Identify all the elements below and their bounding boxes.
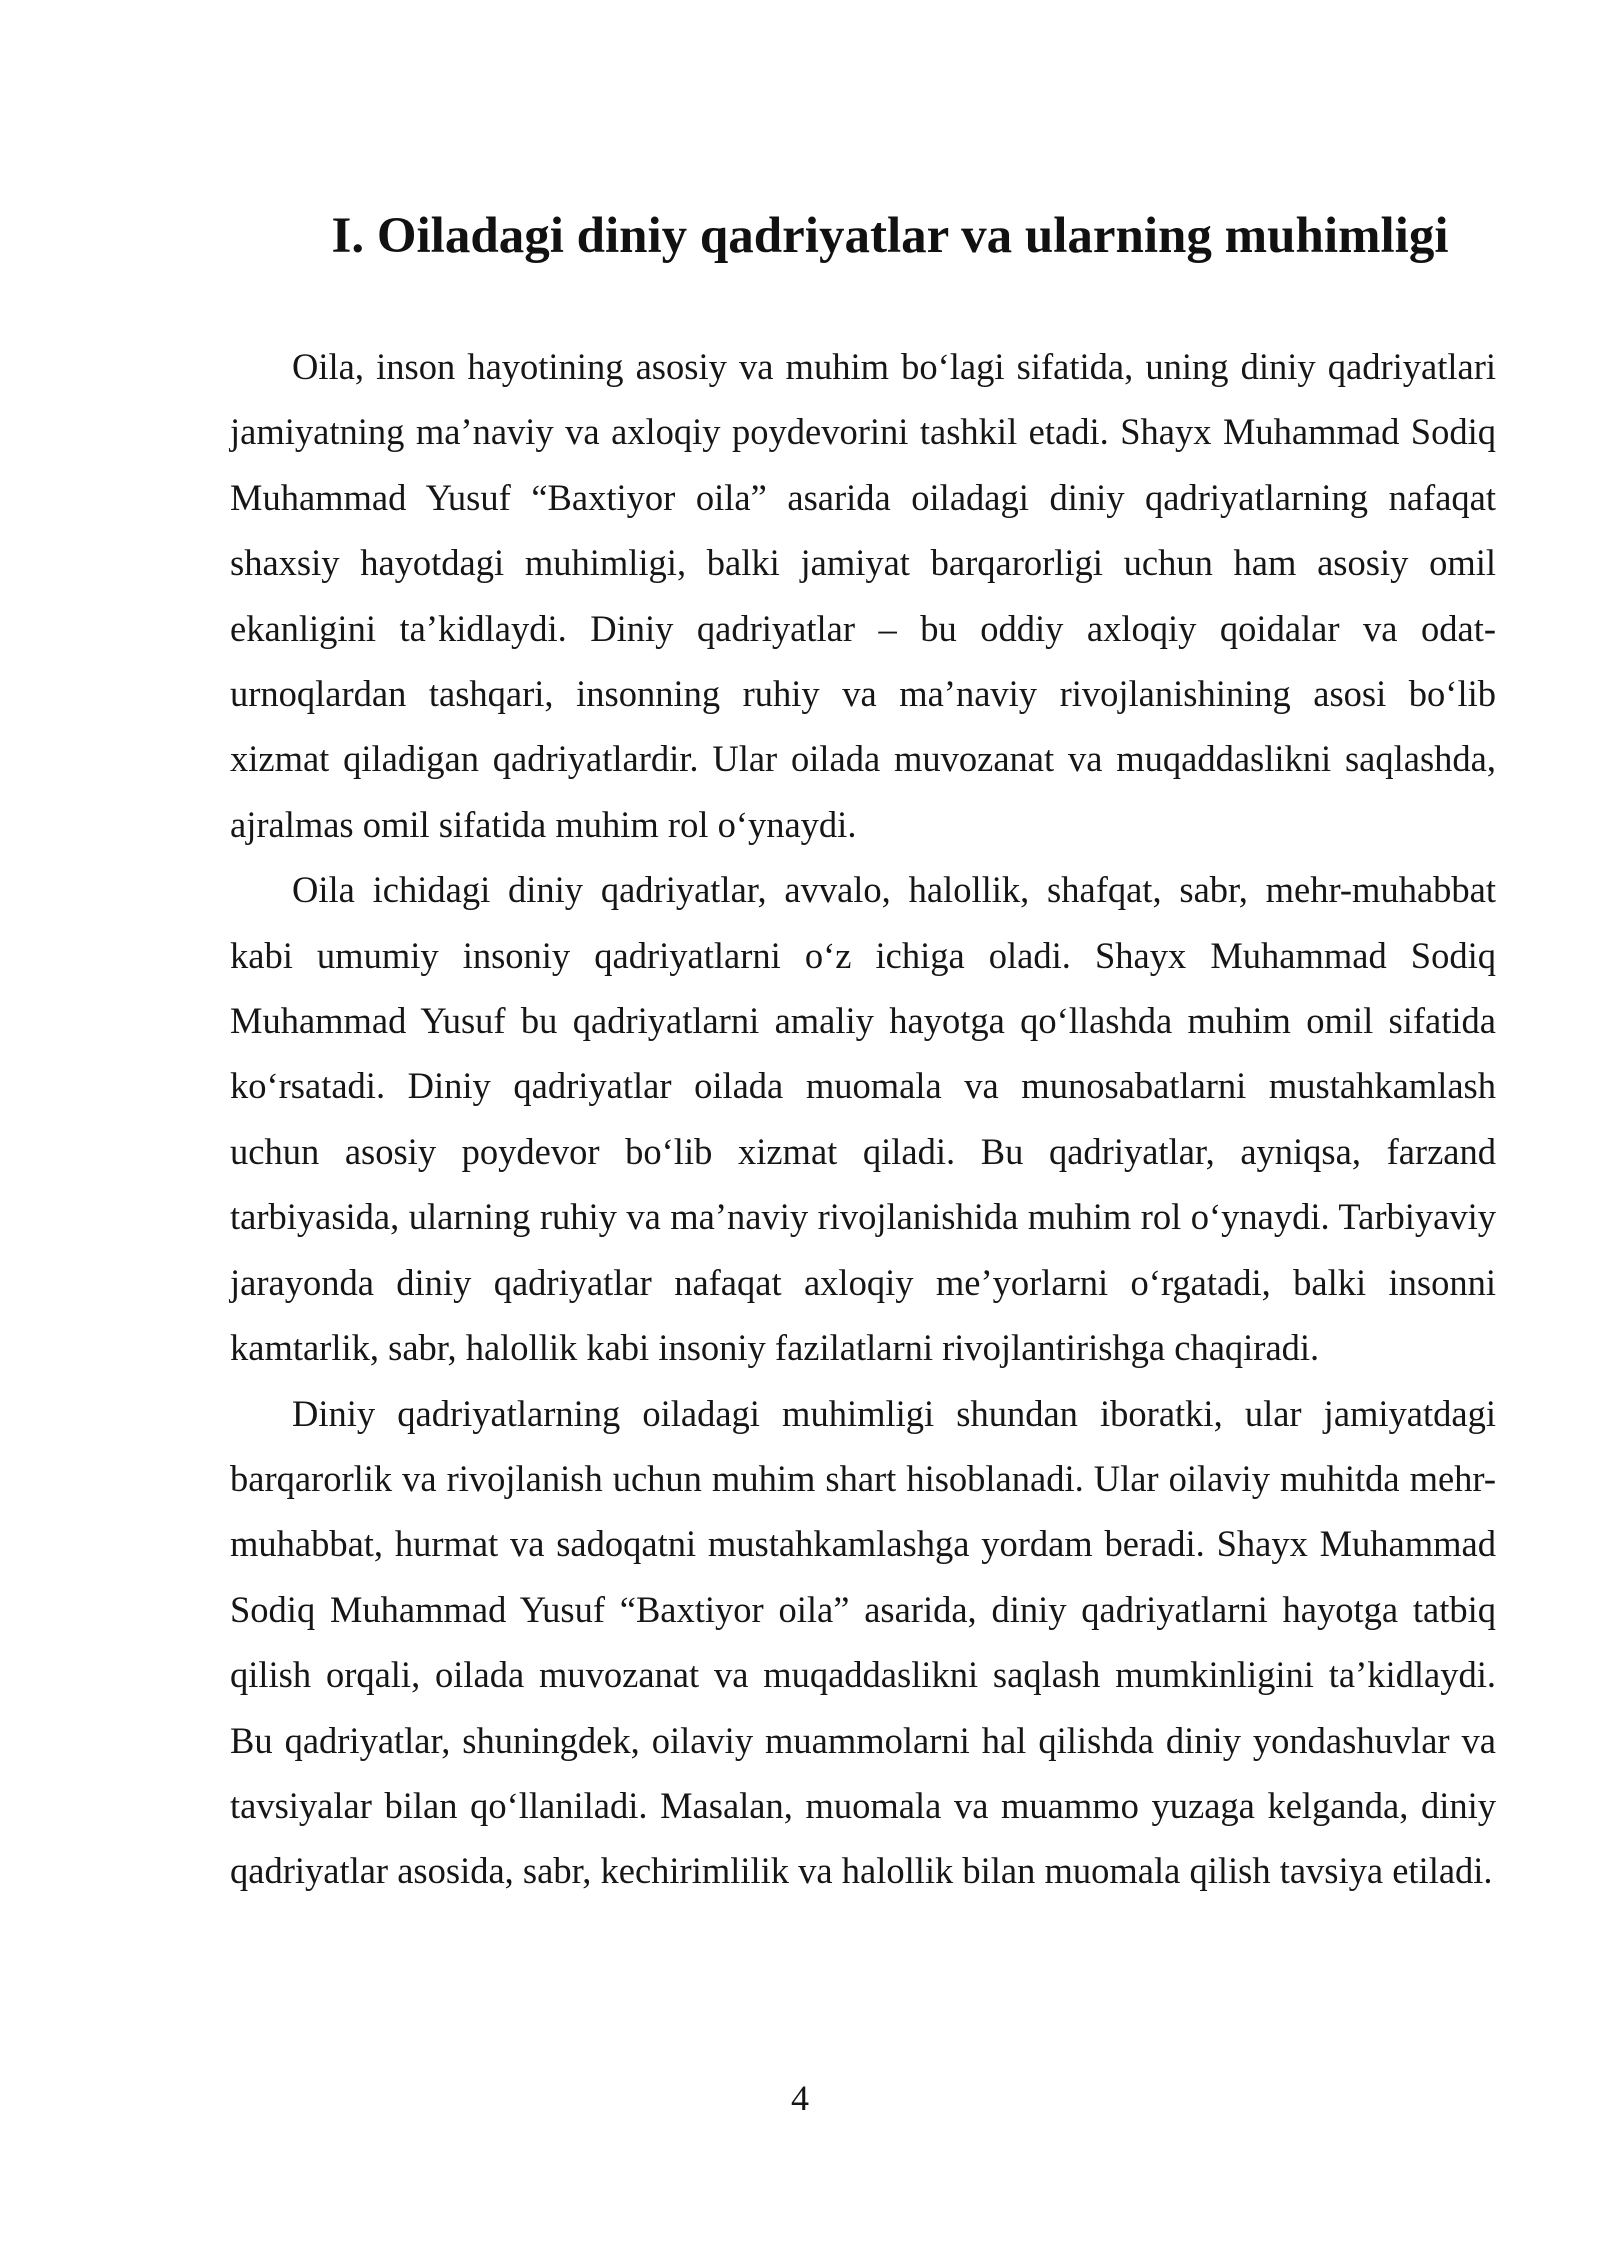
page-number: 4 xyxy=(791,2078,809,2118)
body-text xyxy=(230,334,1496,1904)
section-heading: I. Oiladagi diniy qadriyatlar va ularning muhimligi xyxy=(331,208,1449,264)
paragraph-1: Oila, inson hayotining asosiy va muhim bo‘lagi sifatida, uning diniy qadriyatlari jamiyatning ma’naviy va axloqiy poydevorini tashkil etadi. Shayx Muhammad Sodiq Muhammad Yusuf “Baxtiyor oila” asarida oiladagi diniy qadriyatlarning nafaqat shaxsiy hayotdagi muhimligi, balki jamiyat barqarorligi uchun ham asosiy omil ekanligini ta’kidlaydi. Diniy qadriyatlar – bu oddiy axloqiy qoidalar va odat-urnoqlardan tashqari, insonning ruhiy va ma’naviy rivojlanishining asosi bo‘lib xizmat qiladigan qadriyatlardir. Ular oilada muvozanat va muqaddaslikni saqlashda, ajralmas omil sifatida muhim rol o‘ynaydi. xyxy=(230,346,1496,845)
paragraph-3: Diniy qadriyatlarning oiladagi muhimligi shundan iboratki, ular jamiyatdagi barqarorlik va rivojlanish uchun muhim shart hisoblanadi. Ular oilaviy muhitda mehr-muhabbat, hurmat va sadoqatni mustahkamlashga yordam beradi. Shayx Muhammad Sodiq Muhammad Yusuf “Baxtiyor oila” asarida, diniy qadriyatlarni hayotga tatbiq qilish orqali, oilada muvozanat va muqaddaslikni saqlash mumkinligini ta’kidlaydi. Bu qadriyatlar, shuningdek, oilaviy muammolarni hal qilishda diniy yondashuvlar va tavsiyalar bilan qo‘llaniladi. Masalan, muomala va muammo yuzaga kelganda, diniy qadriyatlar asosida, sabr, kechirimlilik va halollik bilan muomala qilish tavsiya etiladi. xyxy=(230,1392,1496,1892)
paragraph-2: Oila ichidagi diniy qadriyatlar, avvalo, halollik, shafqat, sabr, mehr-muhabbat kabi umumiy insoniy qadriyatlarni o‘z ichiga oladi. Shayx Muhammad Sodiq Muhammad Yusuf bu qadriyatlarni amaliy hayotga qo‘llashda muhim omil sifatida ko‘rsatadi. Diniy qadriyatlar oilada muomala va munosabatlarni mustahkamlash uchun asosiy poydevor bo‘lib xizmat qiladi. Bu qadriyatlar, ayniqsa, farzand tarbiyasida, ularning ruhiy va ma’naviy rivojlanishida muhim rol o‘ynaydi. Tarbiyaviy jarayonda diniy qadriyatlar nafaqat axloqiy me’yorlarni o‘rgatadi, balki insonni kamtarlik, sabr, halollik kabi insoniy fazilatlarni rivojlantirishga chaqiradi. xyxy=(230,869,1496,1369)
